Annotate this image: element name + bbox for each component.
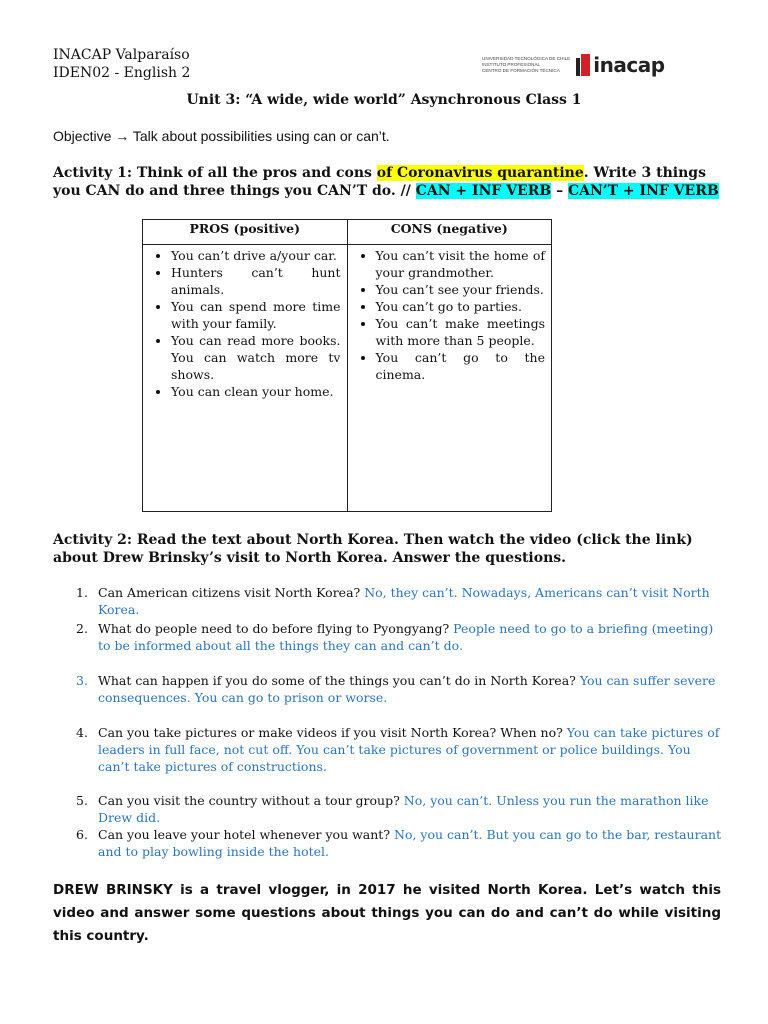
question-text: Can American citizens visit North Korea? (98, 585, 365, 600)
pros-cell (143, 245, 348, 512)
list-item: • You can’t go to parties. (376, 298, 546, 315)
highlight-quarantine: of Coronavirus quarantine (376, 165, 584, 181)
question-number: 2. (76, 621, 88, 636)
list-item: • You can spend more time with your family. (171, 298, 341, 332)
question-text: Can you visit the country without a tour group? (98, 793, 404, 808)
inacap-logo (482, 50, 665, 80)
question-number: 1. (76, 585, 88, 600)
question-number: 3. (76, 673, 88, 688)
course-code: IDEN02 - English 2 (53, 65, 191, 81)
header-info (53, 46, 190, 82)
logo-subtitle: UNIVERSIDAD TECNOLÓGICA DE CHILE INSTITUTO PROFESIONAL CENTRO DE FORMACIÓN TÉCNICA (482, 56, 571, 73)
pros-header: PROS (positive) (143, 220, 348, 245)
page-title: Unit 3: “A wide, wide world” Asynchronous Class 1 (186, 92, 582, 108)
activity-1-instructions: Activity 1: Think of all the pros and cons of Coronavirus quarantine. Write 3 things you CAN do and three things you CAN’T do. // CAN + INF VERB – CAN’T + INF VERB (53, 165, 719, 199)
pros-list (147, 247, 341, 400)
answer-text: No, you can’t. But you can go to the bar, restaurant and to play bowling inside the hotel. (98, 827, 722, 859)
answer-text: You can take pictures of leaders in full face, not cut off. You can’t take pictures of government or police buildings. You can’t take pictures of constructions. (98, 725, 720, 774)
formula-can: CAN + INF VERB (415, 183, 552, 199)
cons-header: CONS (negative) (347, 220, 552, 245)
logo-mark-icon (576, 54, 590, 76)
list-item: • You can’t drive a/your car. (171, 247, 341, 264)
institution-name: INACAP Valparaíso (53, 47, 190, 63)
answer-text: You can suffer severe consequences. You can go to prison or worse. (98, 673, 716, 705)
list-item: • You can’t go to the cinema. (376, 349, 546, 383)
question-text: Can you take pictures or make videos if you visit North Korea? When no? (98, 725, 567, 740)
list-item: • You can’t make meetings with more than 5 people. (376, 315, 546, 349)
logo-wordmark: inacap (593, 53, 665, 77)
question-number: 6. (76, 827, 88, 842)
list-item: • You can’t see your friends. (376, 281, 546, 298)
cons-list (352, 247, 546, 383)
answer-text: No, they can’t. Nowadays, Americans can’t visit North Korea. (98, 585, 710, 617)
objective-text: Talk about possibilities using can or can’t. (132, 128, 390, 144)
cons-cell (347, 245, 552, 512)
list-item: • You can read more books. You can watch more tv shows. (171, 332, 341, 383)
list-item: • You can’t visit the home of your grandmother. (376, 247, 546, 281)
activity-2-instructions: Activity 2: Read the text about North Korea. Then watch the video (click the link) about Drew Brinsky’s visit to North Korea. Answer the questions. (53, 532, 693, 566)
question-text: What do people need to do before flying to Pyongyang? (98, 621, 454, 636)
list-item: • You can clean your home. (171, 383, 341, 400)
question-number: 4. (76, 725, 88, 740)
question-number: 5. (76, 793, 88, 808)
answer-text: No, you can’t. Unless you run the marathon like Drew did. (98, 793, 709, 825)
right-arrow-icon: → (115, 128, 130, 144)
question-text: Can you leave your hotel whenever you want? (98, 827, 395, 842)
question-text: What can happen if you do some of the things you can’t do in North Korea? (98, 673, 580, 688)
objective-label: Objective (53, 128, 112, 144)
objective (53, 128, 390, 144)
answer-text: People need to go to a briefing (meeting) to be informed about all the things they can and can’t do. (98, 621, 714, 653)
pros-cons-table (142, 219, 552, 512)
formula-cant: CAN’T + INF VERB (567, 183, 719, 199)
list-item: • Hunters can’t hunt animals. (171, 264, 341, 298)
closing-paragraph: DREW BRINSKY is a travel vlogger, in 2017 he visited North Korea. Let’s watch this video and answer some questions about things you can do and can’t do while visiting this country. (53, 882, 721, 944)
